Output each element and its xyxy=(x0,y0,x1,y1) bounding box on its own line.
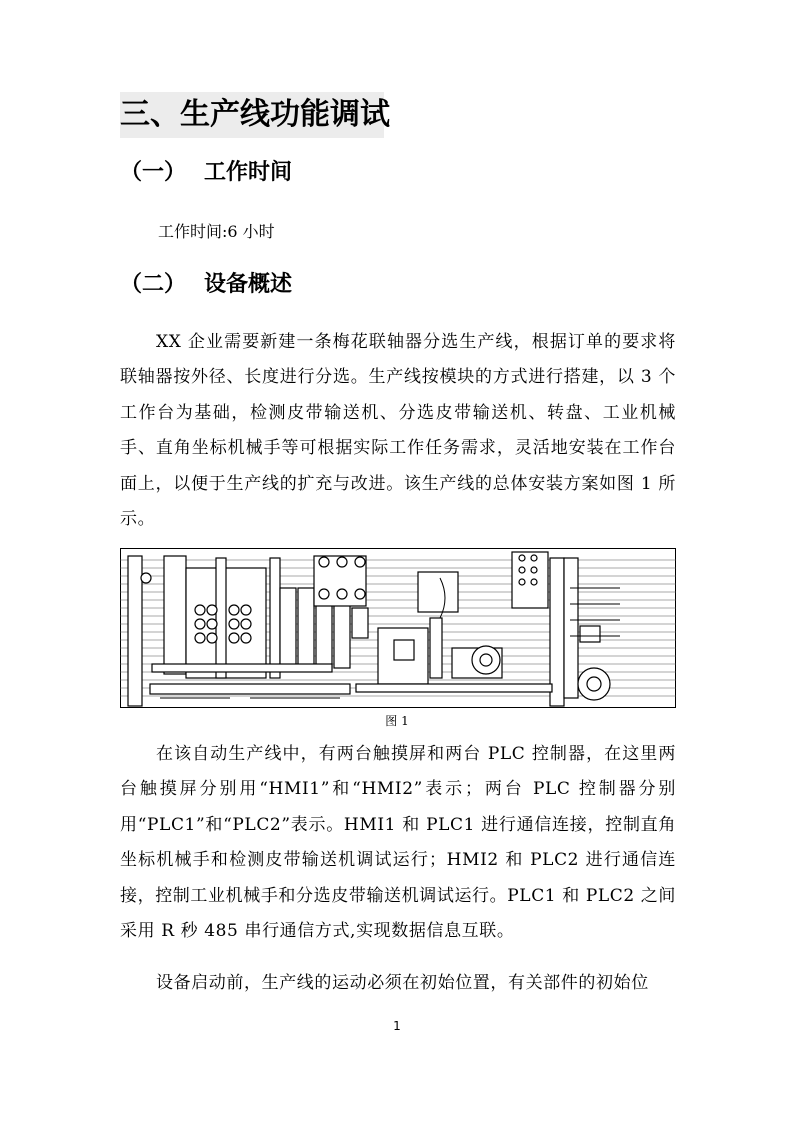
section-heading-overview xyxy=(120,270,292,300)
section-number: （一） xyxy=(120,160,187,185)
figure-caption: 图 1 xyxy=(385,714,409,728)
production-line-drawing xyxy=(120,548,676,708)
section-number: （二） xyxy=(120,272,187,297)
page-number: 1 xyxy=(393,1019,401,1033)
section-title: 工作时间 xyxy=(204,160,293,185)
section-title: 设备概述 xyxy=(204,272,293,297)
controller-paragraph: 在该自动生产线中，有两台触摸屏和两台 PLC 控制器，在这里两台触摸屏分别用“HMI1”和“HMI2”表示；两台 PLC 控制器分别用“PLC1”和“PLC2”表示。HMI1 和 PLC1 进行通信连接，控制直角坐标机械手和检测皮带输送机调试运行；HMI2 和 PLC2 进行通信连接，控制工业机械手和分选皮带输送机调试运行。PLC1 和 PLC2 之间采用 R 秒 485 串行通信方式,实现数据信息互联。 xyxy=(120,744,676,942)
production-line-figure xyxy=(120,548,676,708)
overview-paragraph: XX 企业需要新建一条梅花联轴器分选生产线，根据订单的要求将联轴器按外径、长度进行分选。生产线按模块的方式进行搭建，以 3 个工作台为基础，检测皮带输送机、分选皮带输送机、转盘、工业机械手、直角坐标机械手等可根据实际工作任务需求，灵活地安装在工作台面上，以便于生产线的扩充与改进。该生产线的总体安装方案如图 1 所示。 xyxy=(120,332,676,530)
section-heading-work-time xyxy=(120,158,292,188)
work-time-text: 工作时间:6 小时 xyxy=(158,222,275,241)
main-heading: 三、生产线功能调试 xyxy=(120,92,384,138)
startup-paragraph: 设备启动前，生产线的运动必须在初始位置，有关部件的初始位 xyxy=(156,973,649,993)
